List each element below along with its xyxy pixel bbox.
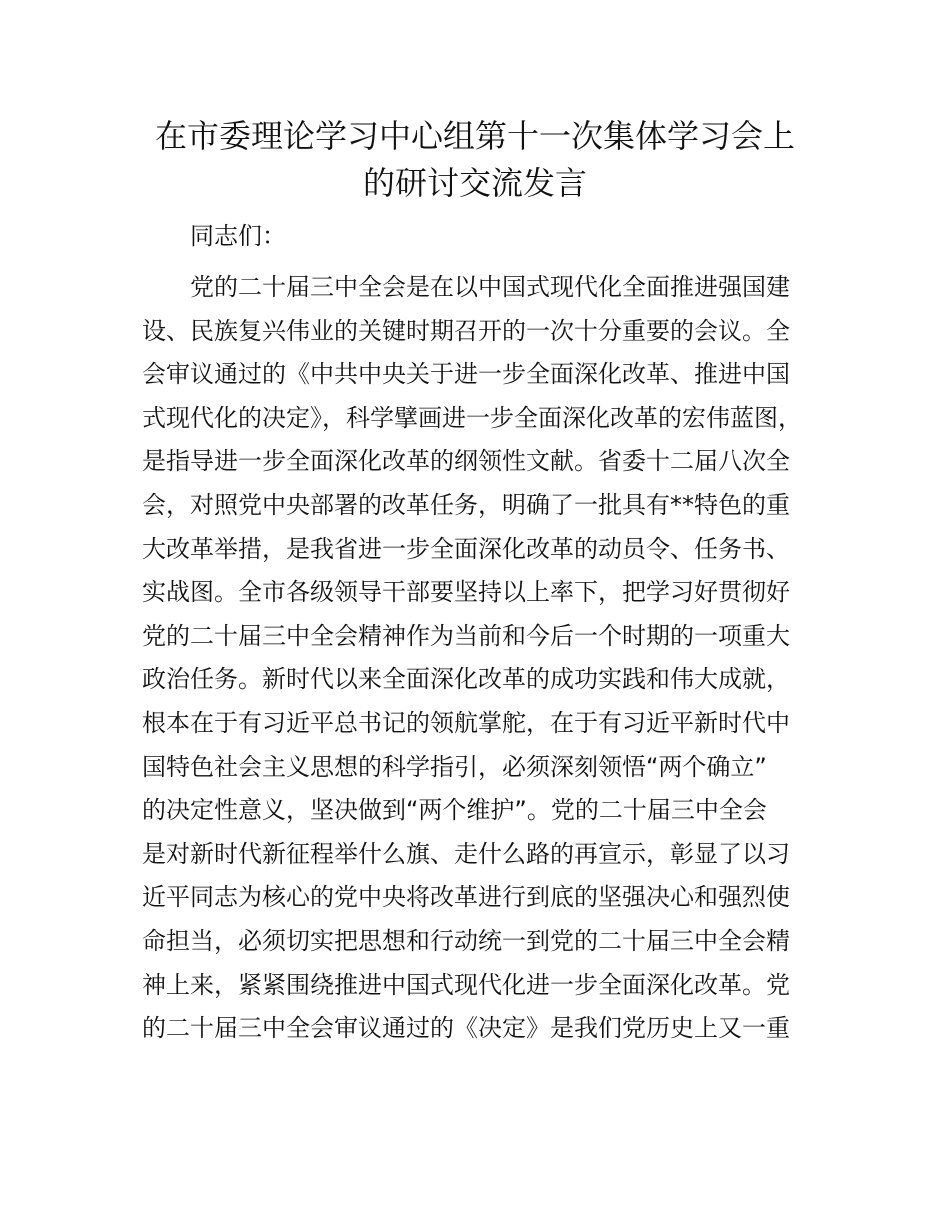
body-line: 式现代化的决定》，科学擘画进一步全面深化改革的宏伟蓝图， xyxy=(142,403,802,432)
body-line: 神上来，紧紧围绕推进中国式现代化进一步全面深化改革。党 xyxy=(142,970,790,999)
body-line: 根本在于有习近平总书记的领航掌舵，在于有习近平新时代中 xyxy=(142,708,790,737)
body-line: 政治任务。新时代以来全面深化改革的成功实践和伟大成就， xyxy=(142,665,790,694)
title-line-2: 的研讨交流发言 xyxy=(362,164,587,202)
body-line: 的二十届三中全会审议通过的《决定》是我们党历史上又一重 xyxy=(142,1014,790,1043)
document-title xyxy=(0,113,950,207)
title-line-1: 在市委理论学习中心组第十一次集体学习会上 xyxy=(154,117,795,155)
body-line: 大改革举措，是我省进一步全面深化改革的动员令、任务书、 xyxy=(142,534,790,563)
body-paragraph xyxy=(142,266,842,1051)
body-line: 的决定性意义，坚决做到“两个维护”。党的二十届三中全会 xyxy=(142,796,767,825)
body-line: 是对新时代新征程举什么旗、走什么路的再宣示，彰显了以习 xyxy=(142,839,790,868)
body-line: 命担当，必须切实把思想和行动统一到党的二十届三中全会精 xyxy=(142,926,790,955)
body-line: 是指导进一步全面深化改革的纲领性文献。省委十二届八次全 xyxy=(142,447,790,476)
body-line: 国特色社会主义思想的科学指引，必须深刻领悟“两个确立” xyxy=(142,752,767,781)
body-line: 近平同志为核心的党中央将改革进行到底的坚强决心和强烈使 xyxy=(142,883,790,912)
body-line: 会审议通过的《中共中央关于进一步全面深化改革、推进中国 xyxy=(142,360,790,389)
body-line: 设、民族复兴伟业的关键时期召开的一次十分重要的会议。全 xyxy=(142,316,790,345)
body-line: 实战图。全市各级领导干部要坚持以上率下，把学习好贯彻好 xyxy=(142,578,790,607)
body-line: 党的二十届三中全会是在以中国式现代化全面推进强国建 xyxy=(190,273,790,301)
body-line: 党的二十届三中全会精神作为当前和今后一个时期的一项重大 xyxy=(142,621,790,650)
body-line: 会，对照党中央部署的改革任务，明确了一批具有**特色的重 xyxy=(142,490,790,519)
greeting: 同志们： xyxy=(190,222,286,250)
